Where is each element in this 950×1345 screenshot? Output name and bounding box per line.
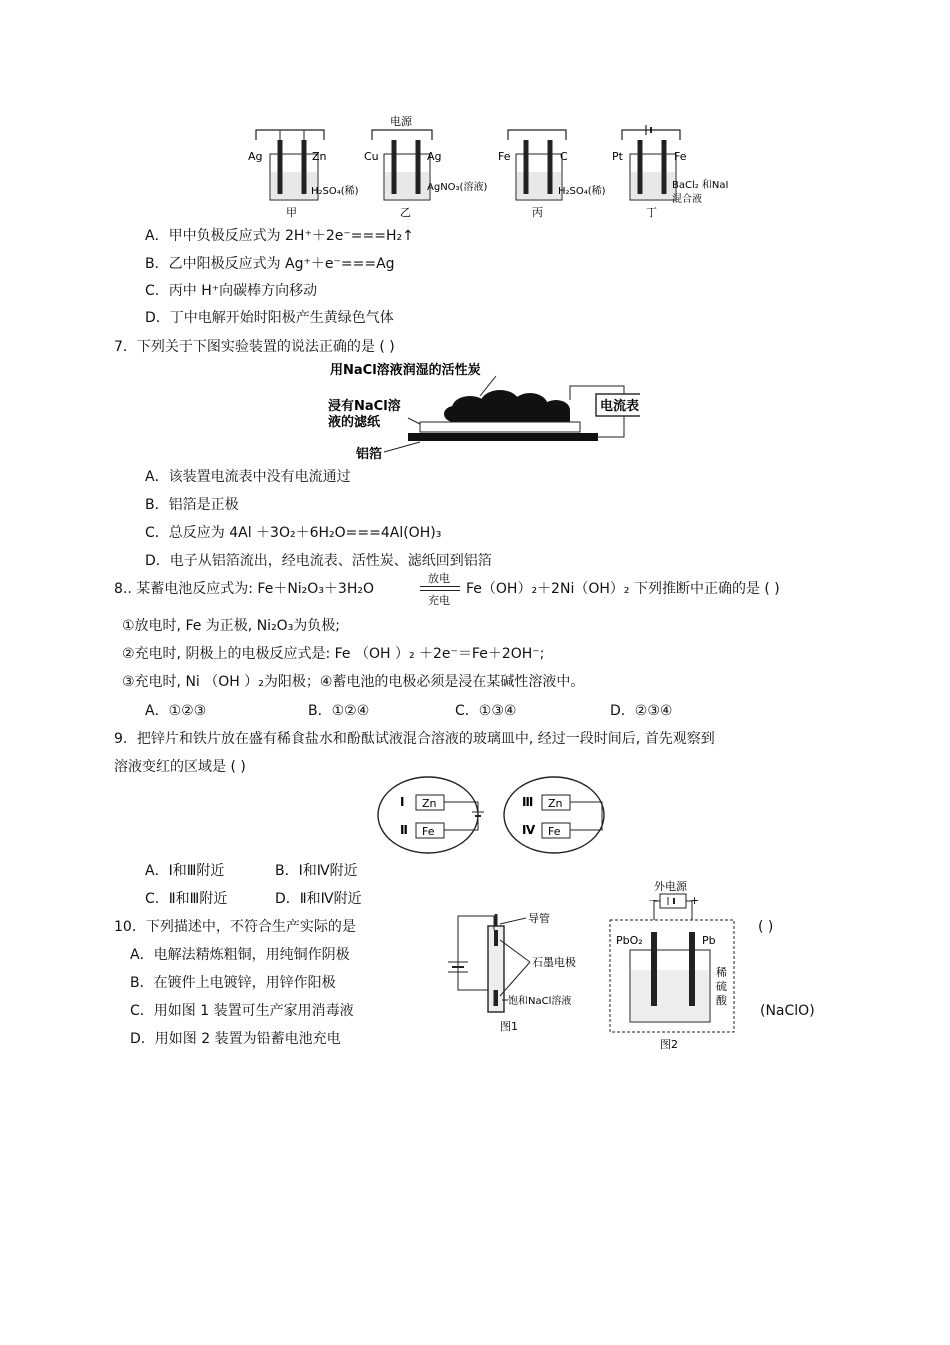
q8-charge-label: 充电 <box>428 594 450 607</box>
cell-ding-electrolyte2: 混合液 <box>672 194 702 205</box>
q7-option-d: D．电子从铝箔流出，经电流表、活性炭、滤纸回到铝箔 <box>145 553 492 569</box>
q9-option-b: B．Ⅰ和Ⅳ附近 <box>275 863 358 879</box>
cell-jia-electrolyte: H₂SO₄(稀) <box>311 186 359 197</box>
q6-option-d: D．丁中电解开始时阳极产生黄绿色气体 <box>145 310 394 326</box>
q9-zn-2: Zn <box>548 797 563 810</box>
q8-option-a: A．①②③ <box>145 703 207 719</box>
q8-stem-b: Fe（OH）₂＋2Ni（OH）₂ 下列推断中正确的是 ( ) <box>466 581 780 597</box>
q10-fig1-caption: 图1 <box>500 1020 518 1033</box>
q7-figure <box>320 358 640 462</box>
q7-option-c: C．总反应为 4Al ＋3O₂＋6H₂O===4Al(OH)₃ <box>145 525 442 541</box>
q10-fig2-acid-2: 硫 <box>716 980 727 993</box>
q9-option-d: D．Ⅱ和Ⅳ附近 <box>275 891 362 907</box>
cell-jia-name: 甲 <box>286 206 297 219</box>
q10-option-d: D．用如图 2 装置为铅蓄电池充电 <box>130 1031 341 1047</box>
q8-reversible-arrow <box>418 570 462 608</box>
filter-paper <box>420 422 580 432</box>
cell-bing-name: 丙 <box>532 206 543 219</box>
q9-region-3: Ⅲ <box>522 795 534 809</box>
q9-option-a: A．Ⅰ和Ⅲ附近 <box>145 863 225 879</box>
q8-statement-1: ①放电时, Fe 为正极, Ni₂O₃为负极; <box>122 618 341 634</box>
q6-option-b: B．乙中阳极反应式为 Ag⁺＋e⁻===Ag <box>145 256 395 272</box>
cell-ding-left: Pt <box>612 150 623 163</box>
q7-carbon-label: 用NaCl溶液润湿的活性炭 <box>330 363 481 378</box>
q7-paper-label-2: 液的滤纸 <box>328 415 381 430</box>
cell-bing-electrolyte: H₂SO₄(稀) <box>558 186 606 197</box>
q10-fig2-plus: + <box>690 894 700 907</box>
q10-fig2-source: 外电源 <box>654 880 687 893</box>
cell-jia <box>248 130 359 219</box>
q9-stem-2: 溶液变红的区域是 ( ) <box>114 759 246 775</box>
q9-option-c: C．Ⅱ和Ⅲ附近 <box>145 891 228 907</box>
q10-fig1-solution: 饱和NaCl溶液 <box>508 996 572 1007</box>
q10-fig2-acid-1: 稀 <box>716 966 727 979</box>
q9-region-1: Ⅰ <box>400 795 405 809</box>
q7-option-b: B．铝箔是正极 <box>145 497 239 513</box>
cell-yi-right: Ag <box>427 150 442 163</box>
cell-yi-electrolyte: AgNO₃(溶液) <box>427 182 488 193</box>
cell-yi <box>364 114 487 219</box>
q6-figure <box>240 110 740 222</box>
cell-yi-name: 乙 <box>400 206 411 219</box>
q9-stem-1: 9．把锌片和铁片放在盛有稀食盐水和酚酞试液混合溶液的玻璃皿中, 经过一段时间后, 首先观察到 <box>114 731 715 747</box>
q7-meter-label: 电流表 <box>600 399 640 414</box>
aluminum-foil <box>408 433 598 441</box>
cell-yi-left: Cu <box>364 150 379 163</box>
q6-option-c: C．丙中 H⁺向碳棒方向移动 <box>145 283 318 299</box>
cell-ding-right: Fe <box>674 150 687 163</box>
q9-region-2: Ⅱ <box>400 823 408 837</box>
q10-fig2-acid-3: 酸 <box>716 994 727 1007</box>
q9-fe-2: Fe <box>548 825 561 838</box>
power-source-label: 电源 <box>390 115 412 128</box>
q9-zn-1: Zn <box>422 797 437 810</box>
q8-option-d: D．②③④ <box>610 703 673 719</box>
q9-fe-1: Fe <box>422 825 435 838</box>
q8-option-b: B．①②④ <box>308 703 370 719</box>
q10-option-c-end: (NaClO) <box>760 1003 815 1019</box>
q10-fig2-caption: 图2 <box>660 1038 678 1051</box>
q7-stem: 7．下列关于下图实验装置的说法正确的是 ( ) <box>114 339 395 355</box>
cell-ding-electrolyte: BaCl₂ 和NaI <box>672 180 729 191</box>
q6-option-a: A．甲中负极反应式为 2H⁺＋2e⁻===H₂↑ <box>145 228 414 244</box>
q10-fig2-pb: Pb <box>702 934 716 947</box>
cell-bing-left: Fe <box>498 150 511 163</box>
q10-option-a: A．电解法精炼粗铜，用纯铜作阴极 <box>130 947 350 963</box>
q10-figure-2 <box>604 876 744 1052</box>
q7-option-a: A．该装置电流表中没有电流通过 <box>145 469 351 485</box>
cell-jia-right: Zn <box>312 150 327 163</box>
q8-option-c: C．①③④ <box>455 703 517 719</box>
cell-jia-left: Ag <box>248 150 263 163</box>
q10-figure-1 <box>436 906 606 1042</box>
q8-statement-2: ②充电时, 阴极上的电极反应式是: Fe （OH ）₂ ＋2e⁻＝Fe＋2OH⁻; <box>122 646 545 662</box>
q10-paren: ( ) <box>758 919 774 935</box>
q10-option-c: C．用如图 1 装置可生产家用消毒液 <box>130 1003 354 1019</box>
cell-ding <box>612 125 729 219</box>
q7-paper-label-1: 浸有NaCl溶 <box>328 399 401 414</box>
cell-bing <box>498 130 606 219</box>
q8-statement-3: ③充电时, Ni （OH ）₂为阳极；④蓄电池的电极必须是浸在某碱性溶液中。 <box>122 674 585 690</box>
activated-carbon <box>444 390 570 422</box>
q8-stem-a: 8.. 某蓄电池反应式为: Fe＋Ni₂O₃＋3H₂O <box>114 581 374 597</box>
q9-figure <box>376 774 612 856</box>
q9-region-4: Ⅳ <box>522 823 536 837</box>
q10-option-b: B．在镀件上电镀锌，用锌作阳极 <box>130 975 336 991</box>
q10-stem: 10．下列描述中，不符合生产实际的是 <box>114 919 356 935</box>
q8-discharge-label: 放电 <box>428 572 450 585</box>
q7-foil-label: 铝箔 <box>356 447 383 462</box>
q10-fig2-pbo2: PbO₂ <box>616 934 643 947</box>
q10-fig1-electrode: 石墨电极 <box>532 956 576 969</box>
q10-fig1-tube: 导管 <box>528 912 550 925</box>
q10-fig2-minus: － <box>648 896 658 907</box>
cell-bing-right: C <box>560 150 568 163</box>
cell-ding-name: 丁 <box>646 206 657 219</box>
